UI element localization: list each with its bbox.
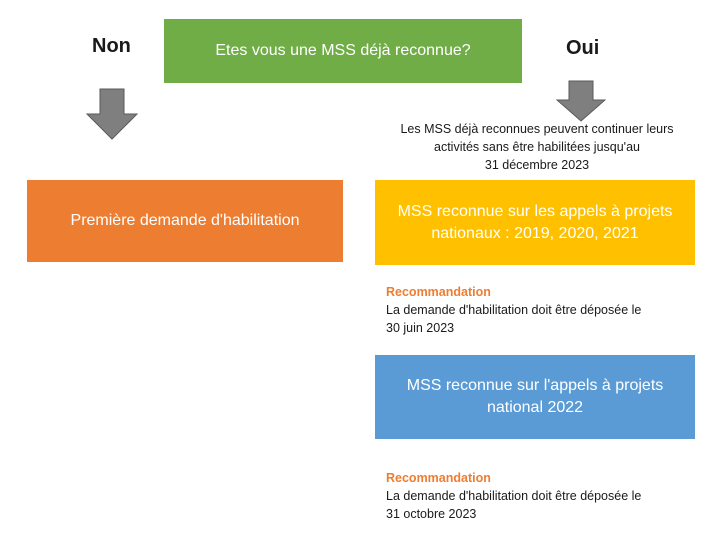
mss-2019-2021-text: MSS reconnue sur les appels à projets nationaux : 2019, 2020, 2021: [397, 202, 673, 242]
recommendation-2: [386, 469, 706, 523]
recommendation-title: Recommandation: [386, 471, 491, 485]
recommendation-date: 31 octobre 2023: [386, 507, 477, 521]
arrow-down-icon: [86, 88, 138, 140]
yes-note-line: Les MSS déjà reconnues peuvent continuer leurs: [400, 122, 674, 136]
recommendation-date: 30 juin 2023: [386, 321, 455, 335]
branch-label-no: Non: [92, 35, 131, 57]
recommendation-1: [386, 283, 706, 337]
yes-note-date: 31 décembre 2023: [484, 158, 590, 172]
mss-2022-text: MSS reconnue sur l'appels à projets national 2022: [406, 377, 664, 416]
recommendation-text: La demande d'habilitation doit être déposée le: [386, 489, 642, 503]
mss-2019-2021-box: [375, 180, 695, 265]
question-box: [164, 19, 522, 83]
arrow-down-icon: [556, 80, 606, 122]
first-request-box: [27, 180, 343, 262]
recommendation-title: Recommandation: [386, 285, 491, 299]
recommendation-text: La demande d'habilitation doit être déposée le: [386, 303, 642, 317]
mss-2022-box: [375, 355, 695, 439]
yes-note-line: activités sans être habilitées jusqu'au: [434, 140, 640, 154]
yes-note: [378, 120, 696, 174]
first-request-text: Première demande d'habilitation: [70, 212, 300, 229]
question-text: Etes vous une MSS déjà reconnue?: [215, 42, 471, 59]
branch-label-yes: Oui: [566, 37, 600, 59]
